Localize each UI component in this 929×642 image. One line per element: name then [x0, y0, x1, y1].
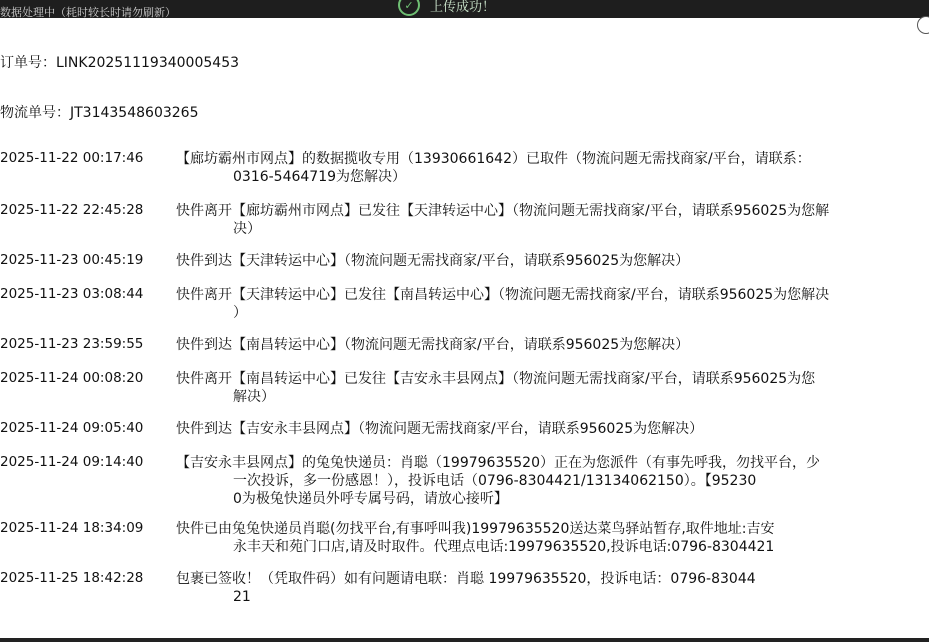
event-time: 2025-11-23 00:45:19 — [0, 252, 144, 268]
top-status-bar — [0, 0, 929, 18]
event-description: 快件已由兔兔快递员肖聪(勿找平台,有事呼叫我)19979635520送达菜鸟驿站暂存,取件地址:吉安 永丰天和苑门口店,请及时取件。代理点电话:19979635520,投诉电话:0796-8304421 — [176, 521, 775, 555]
event-time: 2025-11-23 23:59:55 — [0, 336, 144, 352]
order-number: 订单号：LINK20251119340005453 — [0, 55, 240, 71]
event-description: 快件离开【天津转运中心】已发往【南昌转运中心】（物流问题无需找商家/平台，请联系956025为您解决 ） — [176, 287, 830, 321]
event-description: 包裹已签收！（凭取件码）如有问题请电联：肖聪 19979635520，投诉电话：0796-83044 21 — [176, 571, 756, 605]
event-description: 快件离开【廊坊霸州市网点】已发往【天津转运中心】（物流问题无需找商家/平台，请联系956025为您解 决） — [176, 203, 830, 237]
event-description: 快件到达【吉安永丰县网点】（物流问题无需找商家/平台，请联系956025为您解决） — [176, 421, 704, 437]
event-description: 【廊坊霸州市网点】的数据揽收专用（13930661642）已取件（物流问题无需找商家/平台，请联系： 0316-5464719为您解决） — [176, 151, 811, 185]
event-time: 2025-11-24 09:14:40 — [0, 454, 144, 470]
toast-message: 上传成功！ — [430, 0, 496, 15]
check-circle-icon: ✓ — [398, 0, 420, 16]
event-time: 2025-11-22 00:17:46 — [0, 150, 144, 166]
bottom-divider — [0, 638, 929, 642]
upload-success-toast — [398, 0, 495, 16]
processing-status-text: 数据处理中（耗时较长时请勿刷新） — [0, 6, 176, 18]
event-time: 2025-11-24 09:05:40 — [0, 420, 144, 436]
event-time: 2025-11-25 18:42:28 — [0, 570, 144, 586]
event-description: 【吉安永丰县网点】的兔兔快递员：肖聪（19979635520）正在为您派件（有事先呼我，勿找平台，少 一次投诉，多一份感恩！），投诉电话（0796-8304421/13134062150）。【95230 0为极兔快递员外呼专属号码，请放心接听】 — [176, 455, 820, 507]
waybill-number: 物流单号：JT3143548603265 — [0, 105, 199, 121]
event-time: 2025-11-24 18:34:09 — [0, 520, 144, 536]
event-description: 快件到达【天津转运中心】（物流问题无需找商家/平台，请联系956025为您解决） — [176, 253, 690, 269]
event-time: 2025-11-24 00:08:20 — [0, 370, 144, 386]
close-button[interactable] — [917, 16, 929, 34]
event-description: 快件离开【南昌转运中心】已发往【吉安永丰县网点】（物流问题无需找商家/平台，请联系956025为您 解决） — [176, 371, 816, 405]
event-time: 2025-11-22 22:45:28 — [0, 202, 144, 218]
event-description: 快件到达【南昌转运中心】（物流问题无需找商家/平台，请联系956025为您解决） — [176, 337, 690, 353]
event-time: 2025-11-23 03:08:44 — [0, 286, 144, 302]
